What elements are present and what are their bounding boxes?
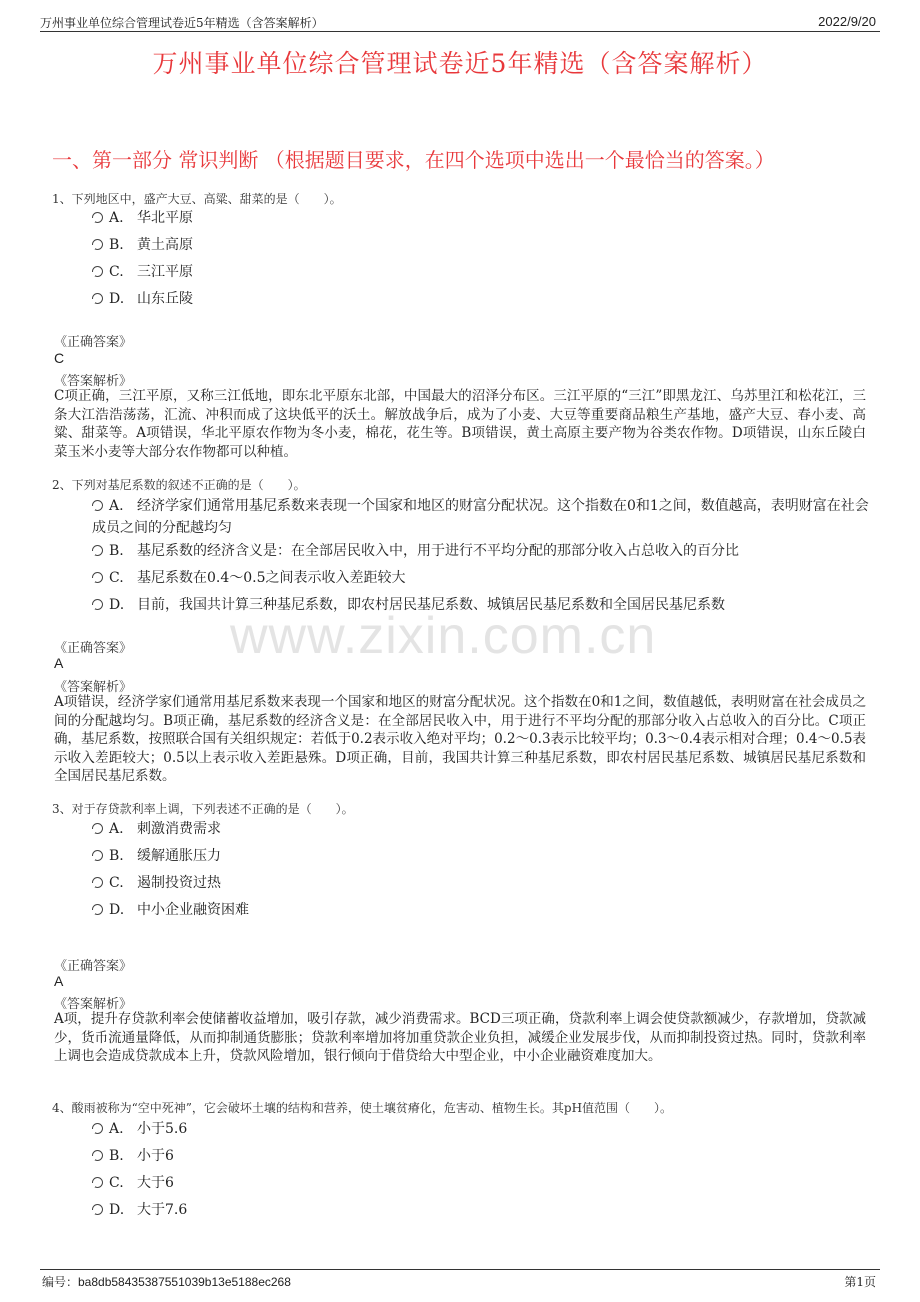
answer-heading: 《正确答案》: [54, 641, 133, 656]
option-letter: A.: [109, 210, 124, 226]
page-number: 第1页: [844, 1275, 876, 1289]
radio-button[interactable]: [92, 904, 103, 915]
answer-heading: 《正确答案》: [54, 959, 133, 974]
option-text: 黄土高原: [137, 237, 193, 253]
page-header: [40, 12, 880, 32]
option-letter: D.: [109, 902, 125, 918]
radio-button[interactable]: [92, 239, 103, 250]
explanation-heading: 《答案解析》: [54, 680, 133, 695]
option-row[interactable]: [92, 845, 872, 867]
page-footer: [40, 1269, 880, 1289]
radio-button[interactable]: [92, 212, 103, 223]
option-text: 小于5.6: [137, 1121, 188, 1137]
section-title: 一、第一部分 常识判断 （根据题目要求，在四个选项中选出一个最恰当的答案。）: [52, 148, 775, 172]
header-date: 2022/9/20: [818, 14, 876, 29]
option-row[interactable]: [92, 540, 872, 562]
radio-button[interactable]: [92, 293, 103, 304]
option-letter: C.: [109, 1175, 124, 1191]
radio-button[interactable]: [92, 1123, 103, 1134]
option-text: 山东丘陵: [137, 291, 193, 307]
option-letter: B.: [109, 237, 124, 253]
radio-button[interactable]: [92, 877, 103, 888]
explanation-text: A项错误，经济学家们通常用基尼系数来表现一个国家和地区的财富分配状况。这个指数在0和1之间，数值越低，表明财富在社会成员之间的分配越均匀。B项正确，基尼系数的经济含义是：在全部居民收入中，用于进行不平均分配的那部分收入占总收入的百分比。C项正确，基尼系数，按照联合国有关组织规定：若低于0.2表示收入绝对平均；0.2～0.3表示比较平均；0.3～0.4表示相对合理；0.4～0.5表示收入差距较大；0.5以上表示收入差距悬殊。D项正确，目前，我国共计算三种基尼系数，即农村居民基尼系数、城镇居民基尼系数和全国居民基尼系数。: [54, 694, 866, 784]
question-stem: 3、对于存贷款利率上调，下列表述不正确的是（ ）。: [52, 802, 354, 816]
option-row[interactable]: [92, 818, 872, 840]
radio-button[interactable]: [92, 500, 103, 511]
option-row[interactable]: [92, 872, 872, 894]
radio-button[interactable]: [92, 850, 103, 861]
option-letter: D.: [109, 597, 125, 613]
option-text: 目前，我国共计算三种基尼系数，即农村居民基尼系数、城镇居民基尼系数和全国居民基尼系数: [137, 597, 725, 613]
option-text: 基尼系数在0.4～0.5之间表示收入差距较大: [137, 570, 406, 586]
option-text: 大于7.6: [137, 1202, 188, 1218]
radio-button[interactable]: [92, 599, 103, 610]
question-stem: 4、酸雨被称为“空中死神”，它会破坏土壤的结构和营养，使土壤贫瘠化，危害动、植物生长。其pH值范围（ ）。: [52, 1101, 673, 1115]
option-row[interactable]: [92, 261, 872, 283]
option-row[interactable]: [92, 1199, 872, 1221]
option-row[interactable]: [92, 234, 872, 256]
option-text: 基尼系数的经济含义是：在全部居民收入中，用于进行不平均分配的那部分收入占总收入的百分比: [137, 543, 739, 559]
option-text: 缓解通胀压力: [137, 848, 221, 864]
answer-value: C: [54, 350, 65, 366]
option-row[interactable]: [92, 899, 872, 921]
question-stem: 1、下列地区中，盛产大豆、高粱、甜菜的是（ ）。: [52, 192, 342, 206]
radio-button[interactable]: [92, 266, 103, 277]
option-row[interactable]: [92, 1145, 872, 1167]
option-text: 三江平原: [137, 264, 193, 280]
answer-value: A: [54, 973, 64, 989]
option-text: 小于6: [137, 1148, 174, 1164]
watermark: www.zixin.com.cn: [230, 607, 657, 665]
radio-button[interactable]: [92, 823, 103, 834]
option-letter: A.: [109, 498, 124, 514]
radio-button[interactable]: [92, 1177, 103, 1188]
explanation-text: A项，提升存贷款利率会使储蓄收益增加，吸引存款，减少消费需求。BCD三项正确，贷款利率上调会使贷款额减少，存款增加，贷款减少，货币流通量降低，从而抑制通货膨胀；贷款利率增加将加重贷款企业负担，减缓企业发展步伐，从而抑制投资过热。同时，贷款利率上调也会造成贷款成本上升，贷款风险增加，银行倾向于借贷给大中型企业，中小企业融资难度加大。: [54, 1011, 866, 1064]
document-code: 编号：ba8db58435387551039b13e5188ec268: [42, 1275, 291, 1289]
option-letter: B.: [109, 543, 124, 559]
option-row[interactable]: [92, 495, 872, 539]
option-text: 大于6: [137, 1175, 174, 1191]
question-stem: 2、下列对基尼系数的叙述不正确的是（ ）。: [52, 478, 306, 492]
option-letter: B.: [109, 848, 124, 864]
answer-value: A: [54, 655, 64, 671]
option-letter: A.: [109, 1121, 124, 1137]
explanation-text: C项正确，三江平原，又称三江低地，即东北平原东北部，中国最大的沼泽分布区。三江平原的“三江”即黑龙江、乌苏里江和松花江，三条大江浩浩荡荡，汇流、冲积而成了这块低平的沃土。解放战争后，成为了小麦、大豆等重要商品粮生产基地，盛产大豆、春小麦、高粱、甜菜等。A项错误，华北平原农作物为冬小麦，棉花，花生等。B项错误，黄土高原主要产物为谷类农作物。D项错误，山东丘陵白菜玉米小麦等大部分农作物都可以种植。: [54, 388, 866, 460]
radio-button[interactable]: [92, 545, 103, 556]
answer-heading: 《正确答案》: [54, 335, 133, 350]
option-letter: D.: [109, 1202, 125, 1218]
radio-button[interactable]: [92, 572, 103, 583]
radio-button[interactable]: [92, 1204, 103, 1215]
option-letter: A.: [109, 821, 124, 837]
option-letter: C.: [109, 264, 124, 280]
document-title: 万州事业单位综合管理试卷近5年精选（含答案解析）: [152, 49, 768, 78]
option-text: 刺激消费需求: [137, 821, 221, 837]
option-letter: D.: [109, 291, 125, 307]
option-text: 遏制投资过热: [137, 875, 221, 891]
option-row[interactable]: [92, 1172, 872, 1194]
option-row[interactable]: [92, 567, 872, 589]
option-text: 中小企业融资困难: [137, 902, 249, 918]
option-letter: C.: [109, 875, 124, 891]
option-text: 华北平原: [137, 210, 193, 226]
option-letter: B.: [109, 1148, 124, 1164]
explanation-heading: 《答案解析》: [54, 374, 133, 389]
radio-button[interactable]: [92, 1150, 103, 1161]
option-row[interactable]: [92, 207, 872, 229]
option-text: 经济学家们通常用基尼系数来表现一个国家和地区的财富分配状况。这个指数在0和1之间，数值越高，表明财富在社会成员之间的分配越均匀: [92, 498, 869, 536]
option-row[interactable]: [92, 288, 872, 310]
explanation-heading: 《答案解析》: [54, 997, 133, 1012]
option-row[interactable]: [92, 1118, 872, 1140]
option-row[interactable]: [92, 594, 872, 616]
header-doc-title: 万州事业单位综合管理试卷近5年精选（含答案解析）: [40, 16, 324, 30]
option-letter: C.: [109, 570, 124, 586]
